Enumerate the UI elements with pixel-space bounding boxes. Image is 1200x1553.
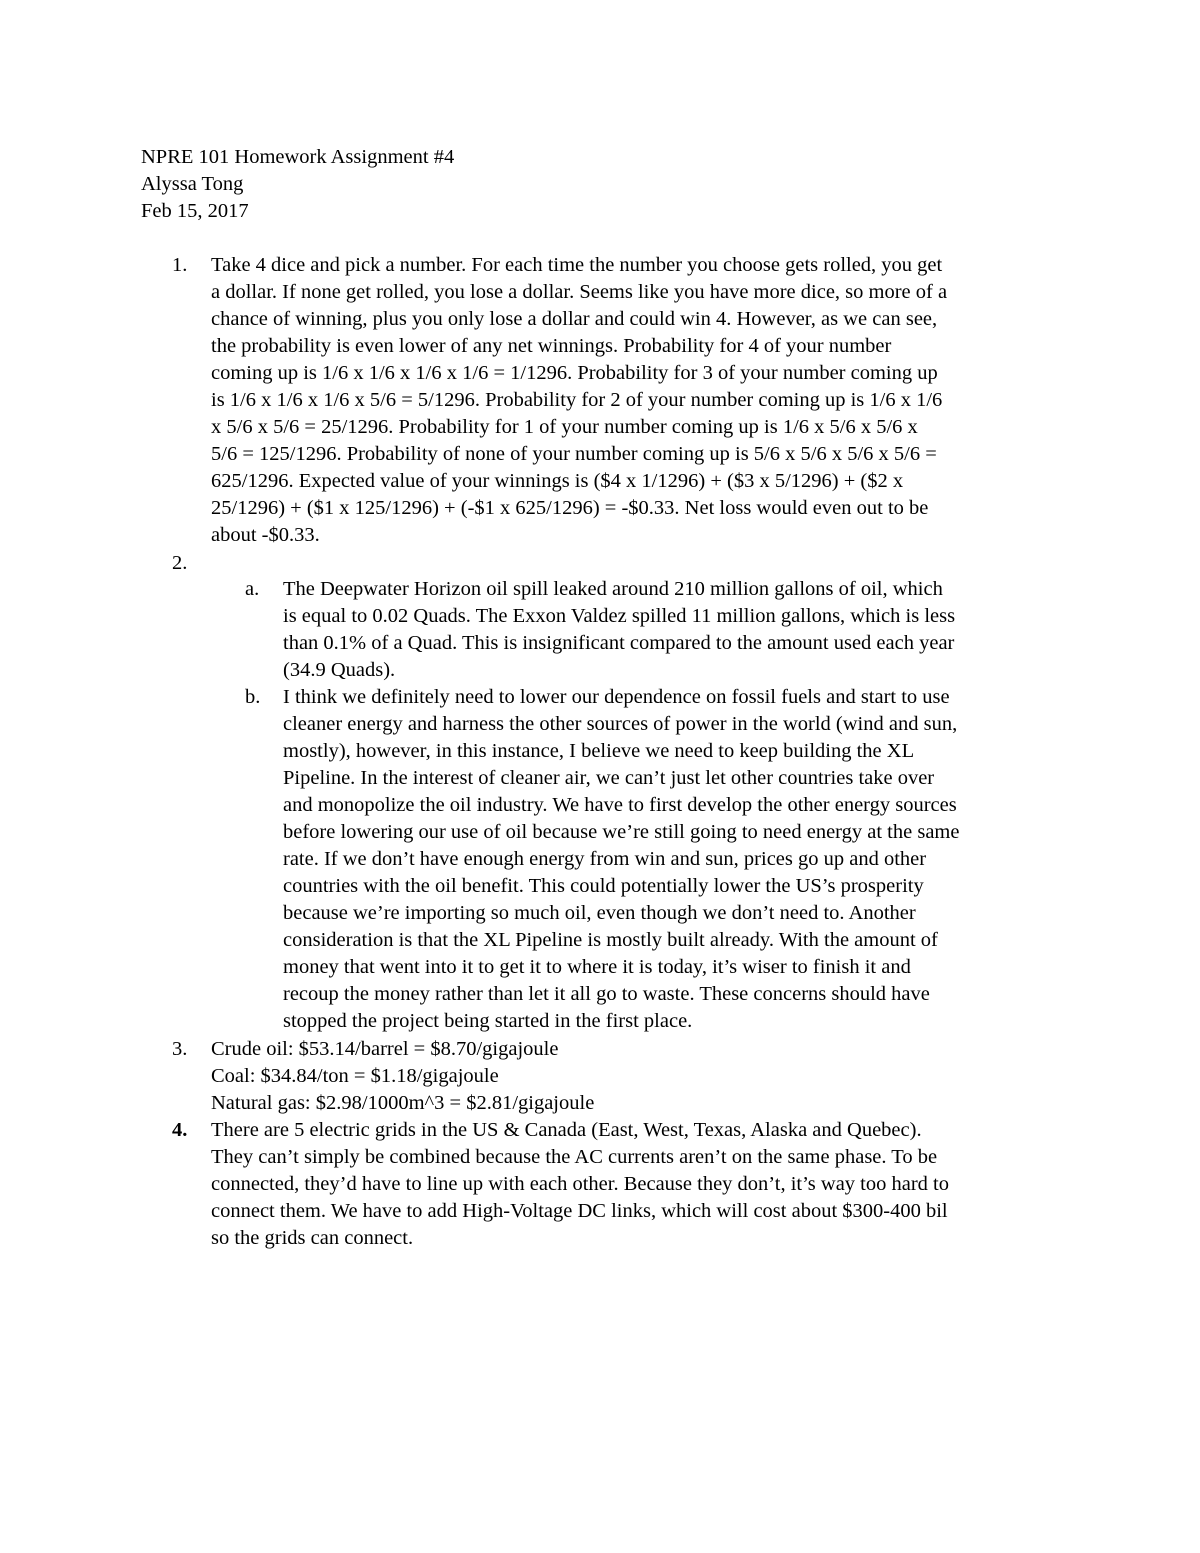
answer-line: 5/6 = 125/1296. Probability of none of your number coming up is 5/6 x 5/6 x 5/6 x 5/6 = <box>211 443 937 465</box>
answer-line: Crude oil: $53.14/barrel = $8.70/gigajoule <box>211 1038 559 1060</box>
answer-line: so the grids can connect. <box>211 1227 414 1249</box>
question-2b-answer <box>283 684 1063 1035</box>
question-2a-answer <box>283 576 1063 684</box>
answer-line: x 5/6 x 5/6 = 25/1296. Probability for 1 of your number coming up is 1/6 x 5/6 x 5/6 x <box>211 416 918 438</box>
answer-line: consideration is that the XL Pipeline is mostly built already. With the amount of <box>283 929 938 951</box>
answer-line: the probability is even lower of any net winnings. Probability for 4 of your number <box>211 335 892 357</box>
assignment-title: NPRE 101 Homework Assignment #4 <box>141 146 455 168</box>
answer-line: before lowering our use of oil because we’re still going to need energy at the same <box>283 821 960 843</box>
answer-line: mostly), however, in this instance, I believe we need to keep building the XL <box>283 740 915 762</box>
answer-line: I think we definitely need to lower our dependence on fossil fuels and start to use <box>283 686 950 708</box>
answer-line: a dollar. If none get rolled, you lose a dollar. Seems like you have more dice, so more of a <box>211 281 948 303</box>
answer-line: Take 4 dice and pick a number. For each time the number you choose gets rolled, you get <box>211 254 943 276</box>
document-header <box>141 144 1061 225</box>
answer-line: recoup the money rather than let it all go to waste. These concerns should have <box>283 983 930 1005</box>
answer-line: cleaner energy and harness the other sources of power in the world (wind and sun, <box>283 713 958 735</box>
answer-line: connected, they’d have to line up with each other. Because they don’t, it’s way too hard to <box>211 1173 949 1195</box>
answer-line: Pipeline. In the interest of cleaner air, we can’t just let other countries take over <box>283 767 935 789</box>
answer-line: Coal: $34.84/ton = $1.18/gigajoule <box>211 1065 499 1087</box>
question-2-number: 2. <box>172 552 188 574</box>
question-2b-letter: b. <box>245 686 261 708</box>
answer-line: connect them. We have to add High-Voltage DC links, which will cost about $300-400 bil <box>211 1200 948 1222</box>
answer-line: money that went into it to get it to where it is today, it’s wiser to finish it and <box>283 956 911 978</box>
question-2a-letter: a. <box>245 578 260 600</box>
question-4-number: 4. <box>172 1119 188 1141</box>
answer-line: The Deepwater Horizon oil spill leaked around 210 million gallons of oil, which <box>283 578 943 600</box>
answer-line: (34.9 Quads). <box>283 659 396 681</box>
assignment-date: Feb 15, 2017 <box>141 200 249 222</box>
question-3-number: 3. <box>172 1038 188 1060</box>
answer-line: is equal to 0.02 Quads. The Exxon Valdez spilled 11 million gallons, which is less <box>283 605 956 627</box>
answer-line: 625/1296. Expected value of your winnings is ($4 x 1/1296) + ($3 x 5/1296) + ($2 x <box>211 470 904 492</box>
answer-line: Natural gas: $2.98/1000m^3 = $2.81/gigajoule <box>211 1092 595 1114</box>
question-1-answer <box>211 252 1063 549</box>
answer-line: about -$0.33. <box>211 524 320 546</box>
answer-line: is 1/6 x 1/6 x 1/6 x 5/6 = 5/1296. Probability for 2 of your number coming up is 1/6 x 1/6 <box>211 389 943 411</box>
answer-line: 25/1296) + ($1 x 125/1296) + (-$1 x 625/1296) = -$0.33. Net loss would even out to be <box>211 497 929 519</box>
answer-line: rate. If we don’t have enough energy from win and sun, prices go up and other <box>283 848 927 870</box>
question-1-number: 1. <box>172 254 188 276</box>
answer-line: countries with the oil benefit. This could potentially lower the US’s prosperity <box>283 875 924 897</box>
question-4-answer <box>211 1117 1063 1252</box>
answer-line: chance of winning, plus you only lose a dollar and could win 4. However, as we can see, <box>211 308 938 330</box>
answer-line: They can’t simply be combined because the AC currents aren’t on the same phase. To be <box>211 1146 938 1168</box>
answer-line: coming up is 1/6 x 1/6 x 1/6 x 1/6 = 1/1296. Probability for 3 of your number coming up <box>211 362 938 384</box>
author-name: Alyssa Tong <box>141 173 244 195</box>
answer-line: and monopolize the oil industry. We have to first develop the other energy sources <box>283 794 957 816</box>
answer-line: There are 5 electric grids in the US & Canada (East, West, Texas, Alaska and Quebec). <box>211 1119 922 1141</box>
question-3-answer <box>211 1036 1063 1117</box>
answer-line: than 0.1% of a Quad. This is insignificant compared to the amount used each year <box>283 632 955 654</box>
answer-line: because we’re importing so much oil, even though we don’t need to. Another <box>283 902 916 924</box>
answer-line: stopped the project being started in the first place. <box>283 1010 693 1032</box>
